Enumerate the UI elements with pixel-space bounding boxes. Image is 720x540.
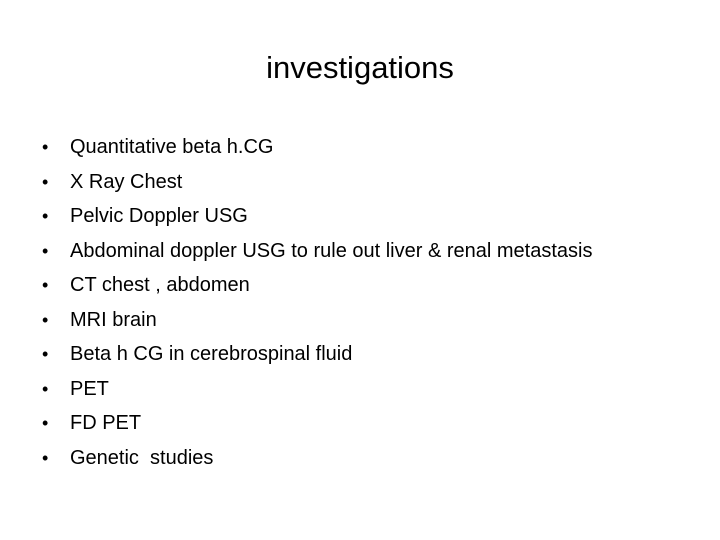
slide-title: investigations [266, 50, 454, 85]
list-item [42, 199, 702, 234]
bullet-icon: • [42, 378, 49, 399]
list-item [42, 234, 702, 269]
list-item-text: Abdominal doppler USG to rule out liver & renal metastasis [70, 239, 593, 262]
list-item [42, 303, 702, 338]
list-item [42, 406, 702, 441]
bullet-icon: • [42, 447, 49, 468]
list-item-text: FD PET [70, 412, 142, 435]
bullet-icon: • [42, 240, 49, 261]
list-item [42, 441, 702, 476]
list-item-text: Genetic studies [70, 446, 214, 469]
bullet-icon: • [42, 413, 49, 434]
list-item-text: Beta h CG in cerebrospinal fluid [70, 343, 353, 366]
list-item-text: Quantitative beta h.CG [70, 136, 274, 159]
list-item [42, 268, 702, 303]
list-item-text: MRI brain [70, 308, 157, 331]
bullet-icon: • [42, 171, 49, 192]
bullet-icon: • [42, 275, 49, 296]
bullet-icon: • [42, 344, 49, 365]
bullet-icon: • [42, 137, 49, 158]
list-item [42, 337, 702, 372]
list-item [42, 130, 702, 165]
list-item [42, 372, 702, 407]
bullet-icon: • [42, 309, 49, 330]
list-item [42, 165, 702, 200]
list-item-text: X Ray Chest [70, 170, 183, 193]
list-item-text: Pelvic Doppler USG [70, 205, 248, 228]
list-item-text: PET [70, 377, 109, 400]
list-item-text: CT chest , abdomen [70, 274, 250, 297]
bullet-icon: • [42, 206, 49, 227]
bullet-list [42, 130, 702, 475]
